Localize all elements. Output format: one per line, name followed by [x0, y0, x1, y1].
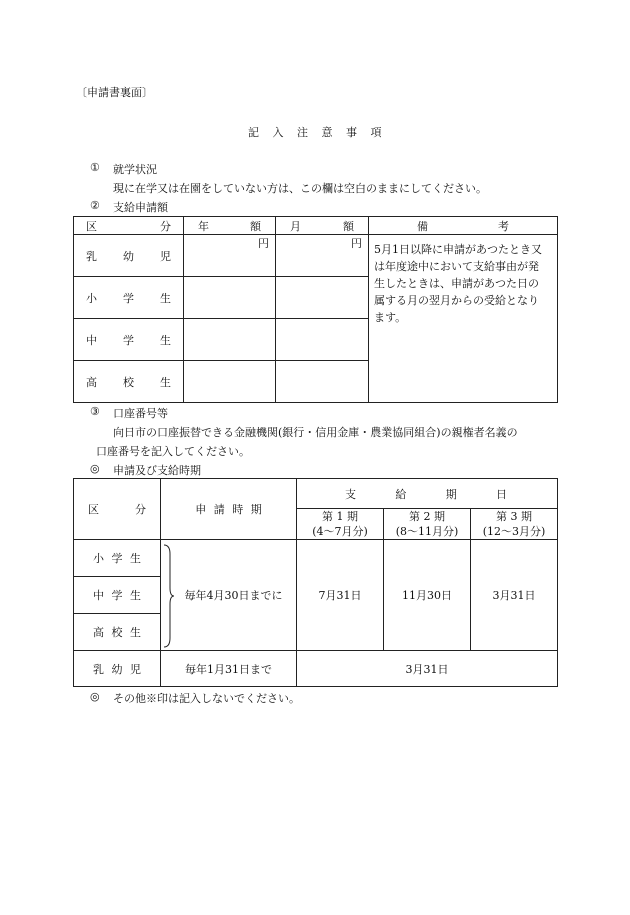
high-school-monthly-field[interactable] — [276, 361, 369, 403]
remarks-line: は年度途中において支給事由が発 — [374, 260, 539, 273]
schedule-row-high-school: 高 校 生 — [74, 614, 161, 651]
row-label-high-school: 高 校 生 — [74, 361, 184, 403]
period-1-header: 第 1 期 (4～7月分) — [297, 509, 384, 540]
period-3-date: 3月31日 — [471, 540, 558, 651]
row-label-junior-high: 中 学 生 — [74, 319, 184, 361]
kubun-header-b: 分 — [160, 219, 171, 233]
application-amount-table — [73, 216, 558, 403]
junior-high-monthly-field[interactable] — [276, 319, 369, 361]
section3-heading: 口座番号等 — [113, 407, 168, 420]
section1-text: 現に在学又は在園をしていない方は、この欄は空白のままにしてください。 — [113, 182, 487, 195]
section3-line2: 口座番号を記入してください。 — [96, 445, 250, 458]
section4-marker: ◎ — [90, 462, 100, 475]
infant-deadline: 毎年1月31日まで — [161, 651, 297, 687]
footer-marker: ◎ — [90, 690, 100, 703]
row-label-elementary: 小 学 生 — [74, 277, 184, 319]
junior-high-annual-field[interactable] — [184, 319, 276, 361]
section1-heading: 就学状況 — [113, 163, 157, 176]
remarks-cell — [369, 235, 558, 403]
kubun-header — [74, 217, 184, 235]
yen-unit: 円 — [258, 237, 269, 250]
section1-marker: ① — [90, 161, 100, 174]
page-title: 記 入 注 意 事 項 — [248, 126, 382, 139]
section3-line1: 向日市の口座振替できる金融機関(銀行・信用金庫・農業協同組合)の親権者名義の — [113, 426, 518, 439]
section2-heading: 支給申請額 — [113, 201, 168, 214]
elementary-monthly-field[interactable] — [276, 277, 369, 319]
apply-period-header: 申 請 時 期 — [161, 479, 297, 540]
remarks-line: 5月1日以降に申請があつたとき又 — [374, 243, 542, 256]
annual-amount-header — [184, 217, 276, 235]
month-header-a: 月 — [290, 219, 301, 233]
infant-pay-date: 3月31日 — [297, 651, 558, 687]
period-2-header: 第 2 期 (8～11月分) — [384, 509, 471, 540]
remarks-header — [369, 217, 558, 235]
remarks-line: 生したときは、申請があつた日の — [374, 277, 539, 290]
schedule-table — [73, 478, 558, 687]
brace-icon — [163, 544, 175, 648]
high-school-annual-field[interactable] — [184, 361, 276, 403]
pay-date-header: 支 給 期 日 — [297, 479, 558, 509]
period-1-date: 7月31日 — [297, 540, 384, 651]
remarks-header-b: 考 — [498, 219, 509, 233]
yen-unit: 円 — [351, 237, 362, 250]
infant-annual-field[interactable] — [184, 235, 276, 277]
school-deadline: 毎年4月30日までに — [184, 589, 283, 602]
schedule-kubun-header: 区 分 — [74, 479, 161, 540]
footer-text: その他※印は記入しないでください。 — [113, 692, 300, 705]
remarks-header-a: 備 — [417, 219, 428, 233]
school-deadline-cell — [161, 540, 297, 651]
row-label-infant: 乳 幼 児 — [74, 235, 184, 277]
monthly-amount-header — [276, 217, 369, 235]
section2-marker: ② — [90, 199, 100, 212]
schedule-row-infant: 乳 幼 児 — [74, 651, 161, 687]
side-label: 〔申請書裏面〕 — [76, 86, 153, 99]
remarks-line: 属する月の翌月からの受給となり — [374, 294, 539, 307]
section3-marker: ③ — [90, 405, 100, 418]
period-3-header: 第 3 期 (12～3月分) — [471, 509, 558, 540]
schedule-row-junior-high: 中 学 生 — [74, 577, 161, 614]
kubun-header-a: 区 — [86, 219, 97, 233]
year-header-a: 年 — [198, 219, 209, 233]
remarks-line: ます。 — [374, 311, 407, 324]
elementary-annual-field[interactable] — [184, 277, 276, 319]
year-header-b: 額 — [250, 219, 261, 233]
schedule-row-elementary: 小 学 生 — [74, 540, 161, 577]
infant-monthly-field[interactable] — [276, 235, 369, 277]
section4-heading: 申請及び支給時期 — [113, 464, 201, 477]
month-header-b: 額 — [343, 219, 354, 233]
period-2-date: 11月30日 — [384, 540, 471, 651]
